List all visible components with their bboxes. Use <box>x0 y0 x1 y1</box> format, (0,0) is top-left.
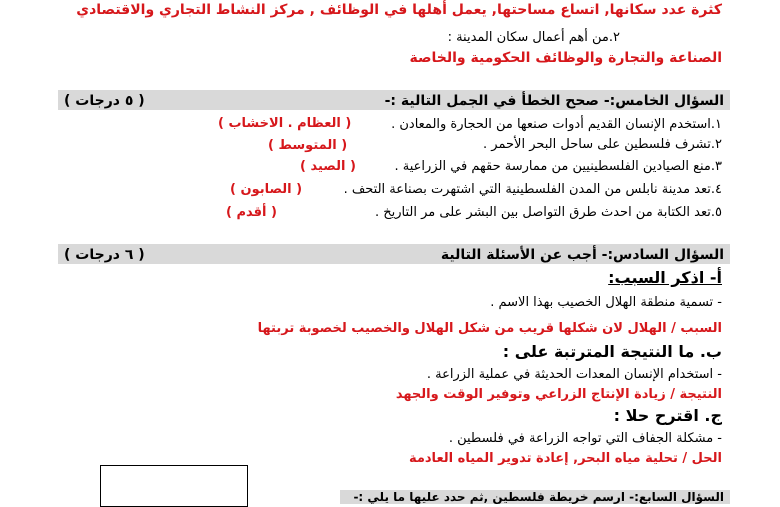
question-7-title: السؤال السابع:- ارسم خريطة فلسطين ,ثم حدد عليها ما يلي :- <box>353 490 724 504</box>
question-5-title: السؤال الخامس:- صحح الخطأ في الجمل التالية :- <box>384 93 724 109</box>
previous-answer-1: كثرة عدد سكانها, اتساع مساحتها, يعمل أهلها في الوظائف , مركز النشاط التجاري والاقتصادي <box>76 2 722 18</box>
q6-part-a-question: - تسمية منطقة الهلال الخصيب بهذا الاسم . <box>490 295 722 310</box>
q6-part-b-question: - استخدام الإنسان المعدات الحديثة في عملية الزراعة . <box>426 367 722 382</box>
q5-item-1: ١.استخدم الإنسان القديم أدوات صنعها من الحجارة والمعادن . <box>391 117 722 132</box>
question-6-grade: ( ٦ درجات ) <box>64 247 145 263</box>
q5-answer-2: ( المتوسط ) <box>268 138 348 153</box>
q5-item-4: ٤.تعد مدينة نابلس من المدن الفلسطينية التي اشتهرت بصناعة التحف . <box>343 182 722 197</box>
q6-part-b-title: ب. ما النتيجة المترتبة على : <box>502 342 722 361</box>
q5-answer-3: ( الصيد ) <box>300 159 356 174</box>
question-5-header <box>58 90 730 110</box>
question-2-line: ٢.من أهم أعمال سكان المدينة : <box>447 30 620 45</box>
q6-part-c-title: ج. اقترح حلا : <box>613 406 722 425</box>
previous-answer-2: الصناعة والتجارة والوظائف الحكومية والخاصة <box>409 50 722 66</box>
q5-answer-4: ( الصابون ) <box>230 182 303 197</box>
q5-answer-1: ( العظام . الاخشاب ) <box>218 116 352 131</box>
q6-part-a-title: أ- اذكر السبب: <box>608 268 722 287</box>
q5-answer-5: ( أقدم ) <box>226 205 277 220</box>
q6-part-c-question: - مشكلة الجفاف التي تواجه الزراعة في فلسطين . <box>448 431 722 446</box>
q6-part-b-answer: النتيجة / زيادة الإنتاج الزراعي وتوفير الوقت والجهد <box>395 387 722 402</box>
q6-part-a-answer: السبب / الهلال لان شكلها قريب من شكل الهلال والخصيب لخصوبة تربتها <box>257 321 722 336</box>
q5-item-3: ٣.منع الصيادين الفلسطينيين من ممارسة حقهم في الزراعية . <box>394 159 722 174</box>
question-7-header <box>340 490 730 504</box>
question-6-title: السؤال السادس:- أجب عن الأسئلة التالية <box>440 247 724 263</box>
q6-part-c-answer: الحل / تحلية مياه البحر, إعادة تدوير المياه العادمة <box>408 451 722 466</box>
question-6-header <box>58 244 730 264</box>
question-5-grade: ( ٥ درجات ) <box>64 93 145 109</box>
answer-box <box>100 465 248 507</box>
q5-item-5: ٥.تعد الكتابة من احدث طرق التواصل بين البشر على مر التاريخ . <box>374 205 722 220</box>
q5-item-2: ٢.تشرف فلسطين على ساحل البحر الأحمر . <box>483 137 722 152</box>
